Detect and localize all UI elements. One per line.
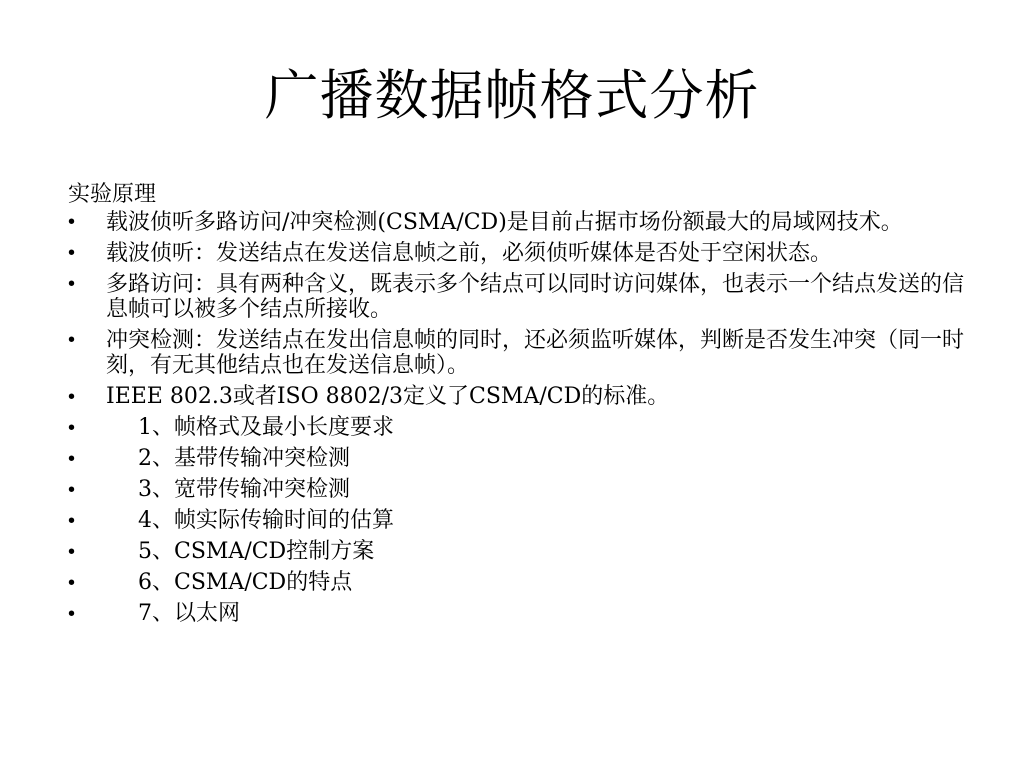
- bullet-icon: •: [68, 329, 76, 351]
- bullet-text: 4、帧实际传输时间的估算: [138, 508, 394, 533]
- bullet-text: 载波侦听多路访问/冲突检测(CSMA/CD)是目前占据市场份额最大的局域网技术。: [106, 210, 903, 235]
- bullet-text: 6、CSMA/CD的特点: [138, 570, 353, 595]
- bullet-text: 3、宽带传输冲突检测: [138, 477, 350, 502]
- bullet-item-topic-3: [68, 477, 973, 503]
- bullet-item-csma-cd: [68, 210, 973, 235]
- bullet-text: 多路访问：具有两种含义，既表示多个结点可以同时访问媒体，也表示一个结点发送的信息帧可以被多个结点所接收。: [106, 272, 965, 322]
- bullet-item-standard: [68, 384, 973, 410]
- bullet-text: IEEE 802.3或者ISO 8802/3定义了CSMA/CD的标准。: [106, 384, 670, 409]
- bullet-icon: •: [68, 242, 76, 264]
- bullet-icon: •: [68, 572, 76, 594]
- bullet-icon: •: [68, 510, 76, 532]
- bullet-text: 冲突检测：发送结点在发出信息帧的同时，还必须监听媒体，判断是否发生冲突（同一时刻，有无其他结点也在发送信息帧）。: [106, 328, 965, 378]
- bullet-text: 载波侦听：发送结点在发送信息帧之前，必须侦听媒体是否处于空闲状态。: [106, 241, 833, 266]
- section-heading: 实验原理: [68, 182, 157, 207]
- bullet-text: 1、帧格式及最小长度要求: [138, 415, 394, 440]
- bullet-item-topic-7: [68, 601, 973, 627]
- bullet-icon: •: [68, 479, 76, 501]
- bullet-item-topic-1: [68, 415, 973, 441]
- bullet-item-topic-5: [68, 539, 973, 565]
- bullet-item-multiple-access: [68, 272, 973, 322]
- bullet-item-topic-4: [68, 508, 973, 534]
- bullet-icon: •: [68, 448, 76, 470]
- bullet-item-collision-detection: [68, 328, 973, 378]
- bullet-icon: •: [68, 211, 76, 233]
- bullet-item-topic-6: [68, 570, 973, 596]
- bullet-icon: •: [68, 417, 76, 439]
- bullet-icon: •: [68, 386, 76, 408]
- bullet-text: 2、基带传输冲突检测: [138, 446, 350, 471]
- bullet-text: 5、CSMA/CD控制方案: [138, 539, 375, 564]
- bullet-icon: •: [68, 603, 76, 625]
- bullet-list: [68, 210, 973, 632]
- bullet-text: 7、以太网: [138, 601, 240, 626]
- bullet-item-topic-2: [68, 446, 973, 472]
- bullet-icon: •: [68, 541, 76, 563]
- bullet-item-carrier-sense: [68, 241, 973, 266]
- slide-title: 广播数据帧格式分析: [264, 64, 760, 127]
- bullet-icon: •: [68, 273, 76, 295]
